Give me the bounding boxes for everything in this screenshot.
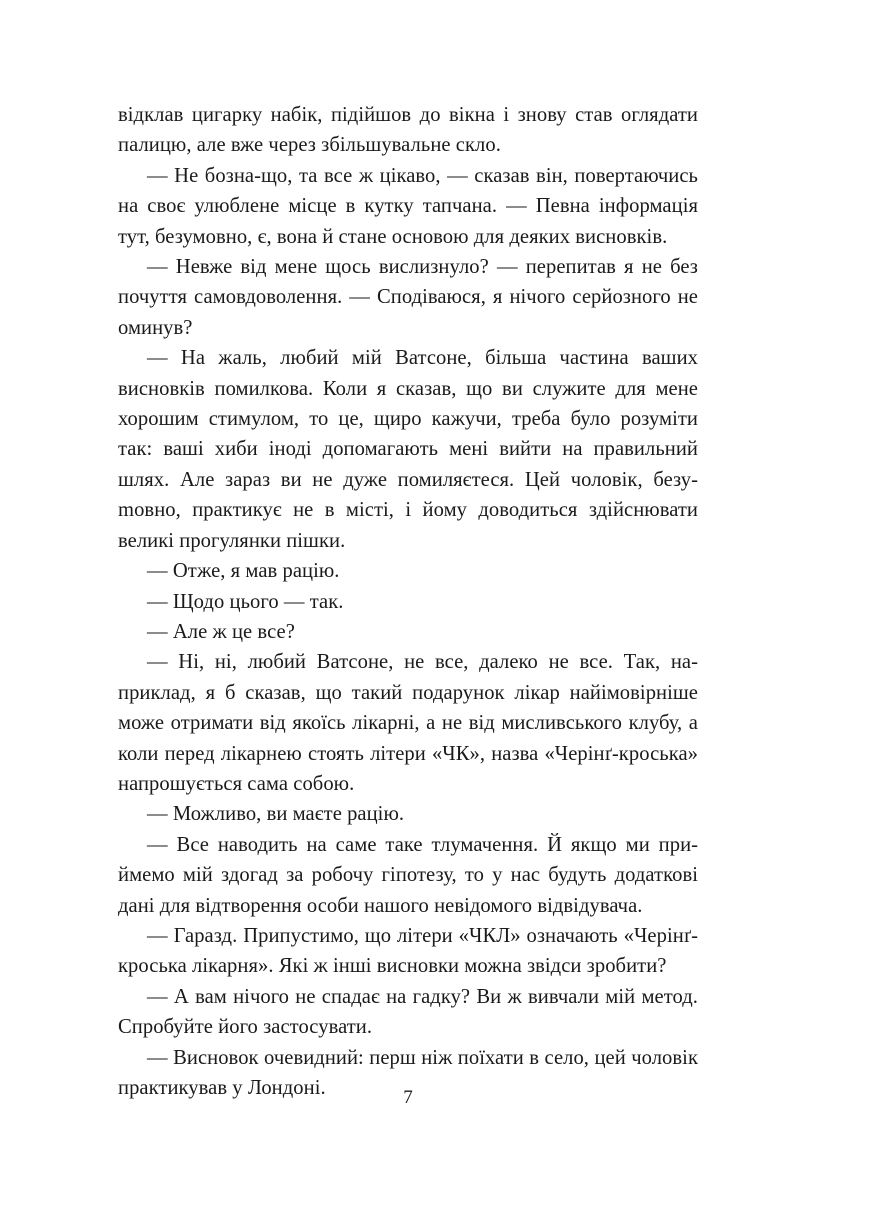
paragraph: — Висновок очевидний: перш ніж поїхати в село, цей чоловік практикував у Лондоні. [118, 1046, 698, 1099]
paragraph: — Щодо цього — так. [147, 590, 344, 613]
paragraph: — А вам нічого не спадає на гадку? Ви ж вивчали мій метод. Спробуйте його застосувати. [118, 985, 698, 1039]
paragraph: — Отже, я мав рацію. [147, 560, 340, 583]
paragraph: — Але ж це все? [147, 620, 295, 643]
paragraph: — Не бозна-що, та все ж цікаво, — сказав він, повертаючись на своє улюблене місце в кутку тапчана. — Певна інформація тут, безумовно, є, вона й стане основою для деяких висновків. [118, 164, 698, 248]
paragraph: — На жаль, любий мій Ватсоне, більша частина ваших висновків помилкова. Коли я сказав, що ви служите для мене хорошим стимулом, то це, щиро кажучи, треба було розуміти так: ваші хиби іноді допомагають мені вийти на правильний шлях. Але зараз ви не дуже помиляєтеся. Цей чоловік, безуmовно, практикує не в місті, і йому доводиться здійснювати великі прогулянки пішки. [118, 347, 698, 552]
paragraph: — Все наводить на саме таке тлумачення. Й якщо ми приймемо мій здогад за робочу гіпотезу, то у нас будуть додаткові дані для відтворення особи нашого невідомого відвідувача. [118, 833, 698, 917]
paragraph: — Невже від мене щось вислизнуло? — перепитав я не без почуття самовдоволення. — Сподіваюся, я нічого серйозного не оминув? [118, 256, 698, 339]
paragraph: — Гаразд. Припустимо, що літери «ЧКЛ» означають «Черінґ-кроська лікарня». Які ж інші висновки можна звідси зробити? [118, 924, 698, 978]
page-number: 7 [403, 1087, 413, 1108]
page-body-text [118, 100, 698, 1103]
paragraph: — Ні, ні, любий Ватсоне, не все, далеко не все. Так, наприклад, я б сказав, що такий подарунок лікар найімовірніше може отримати від якоїсь лікарні, а не від мисливського клубу, а коли перед лікарнею стоять літери «ЧК», назва «Черінґ-кроська» напрошується сама собою. [118, 651, 698, 795]
paragraph: — Можливо, ви маєте рацію. [147, 803, 405, 826]
paragraph: відклав цигарку набік, підійшов до вікна і знову став оглядати палицю, але вже через збільшувальне скло. [118, 104, 698, 157]
